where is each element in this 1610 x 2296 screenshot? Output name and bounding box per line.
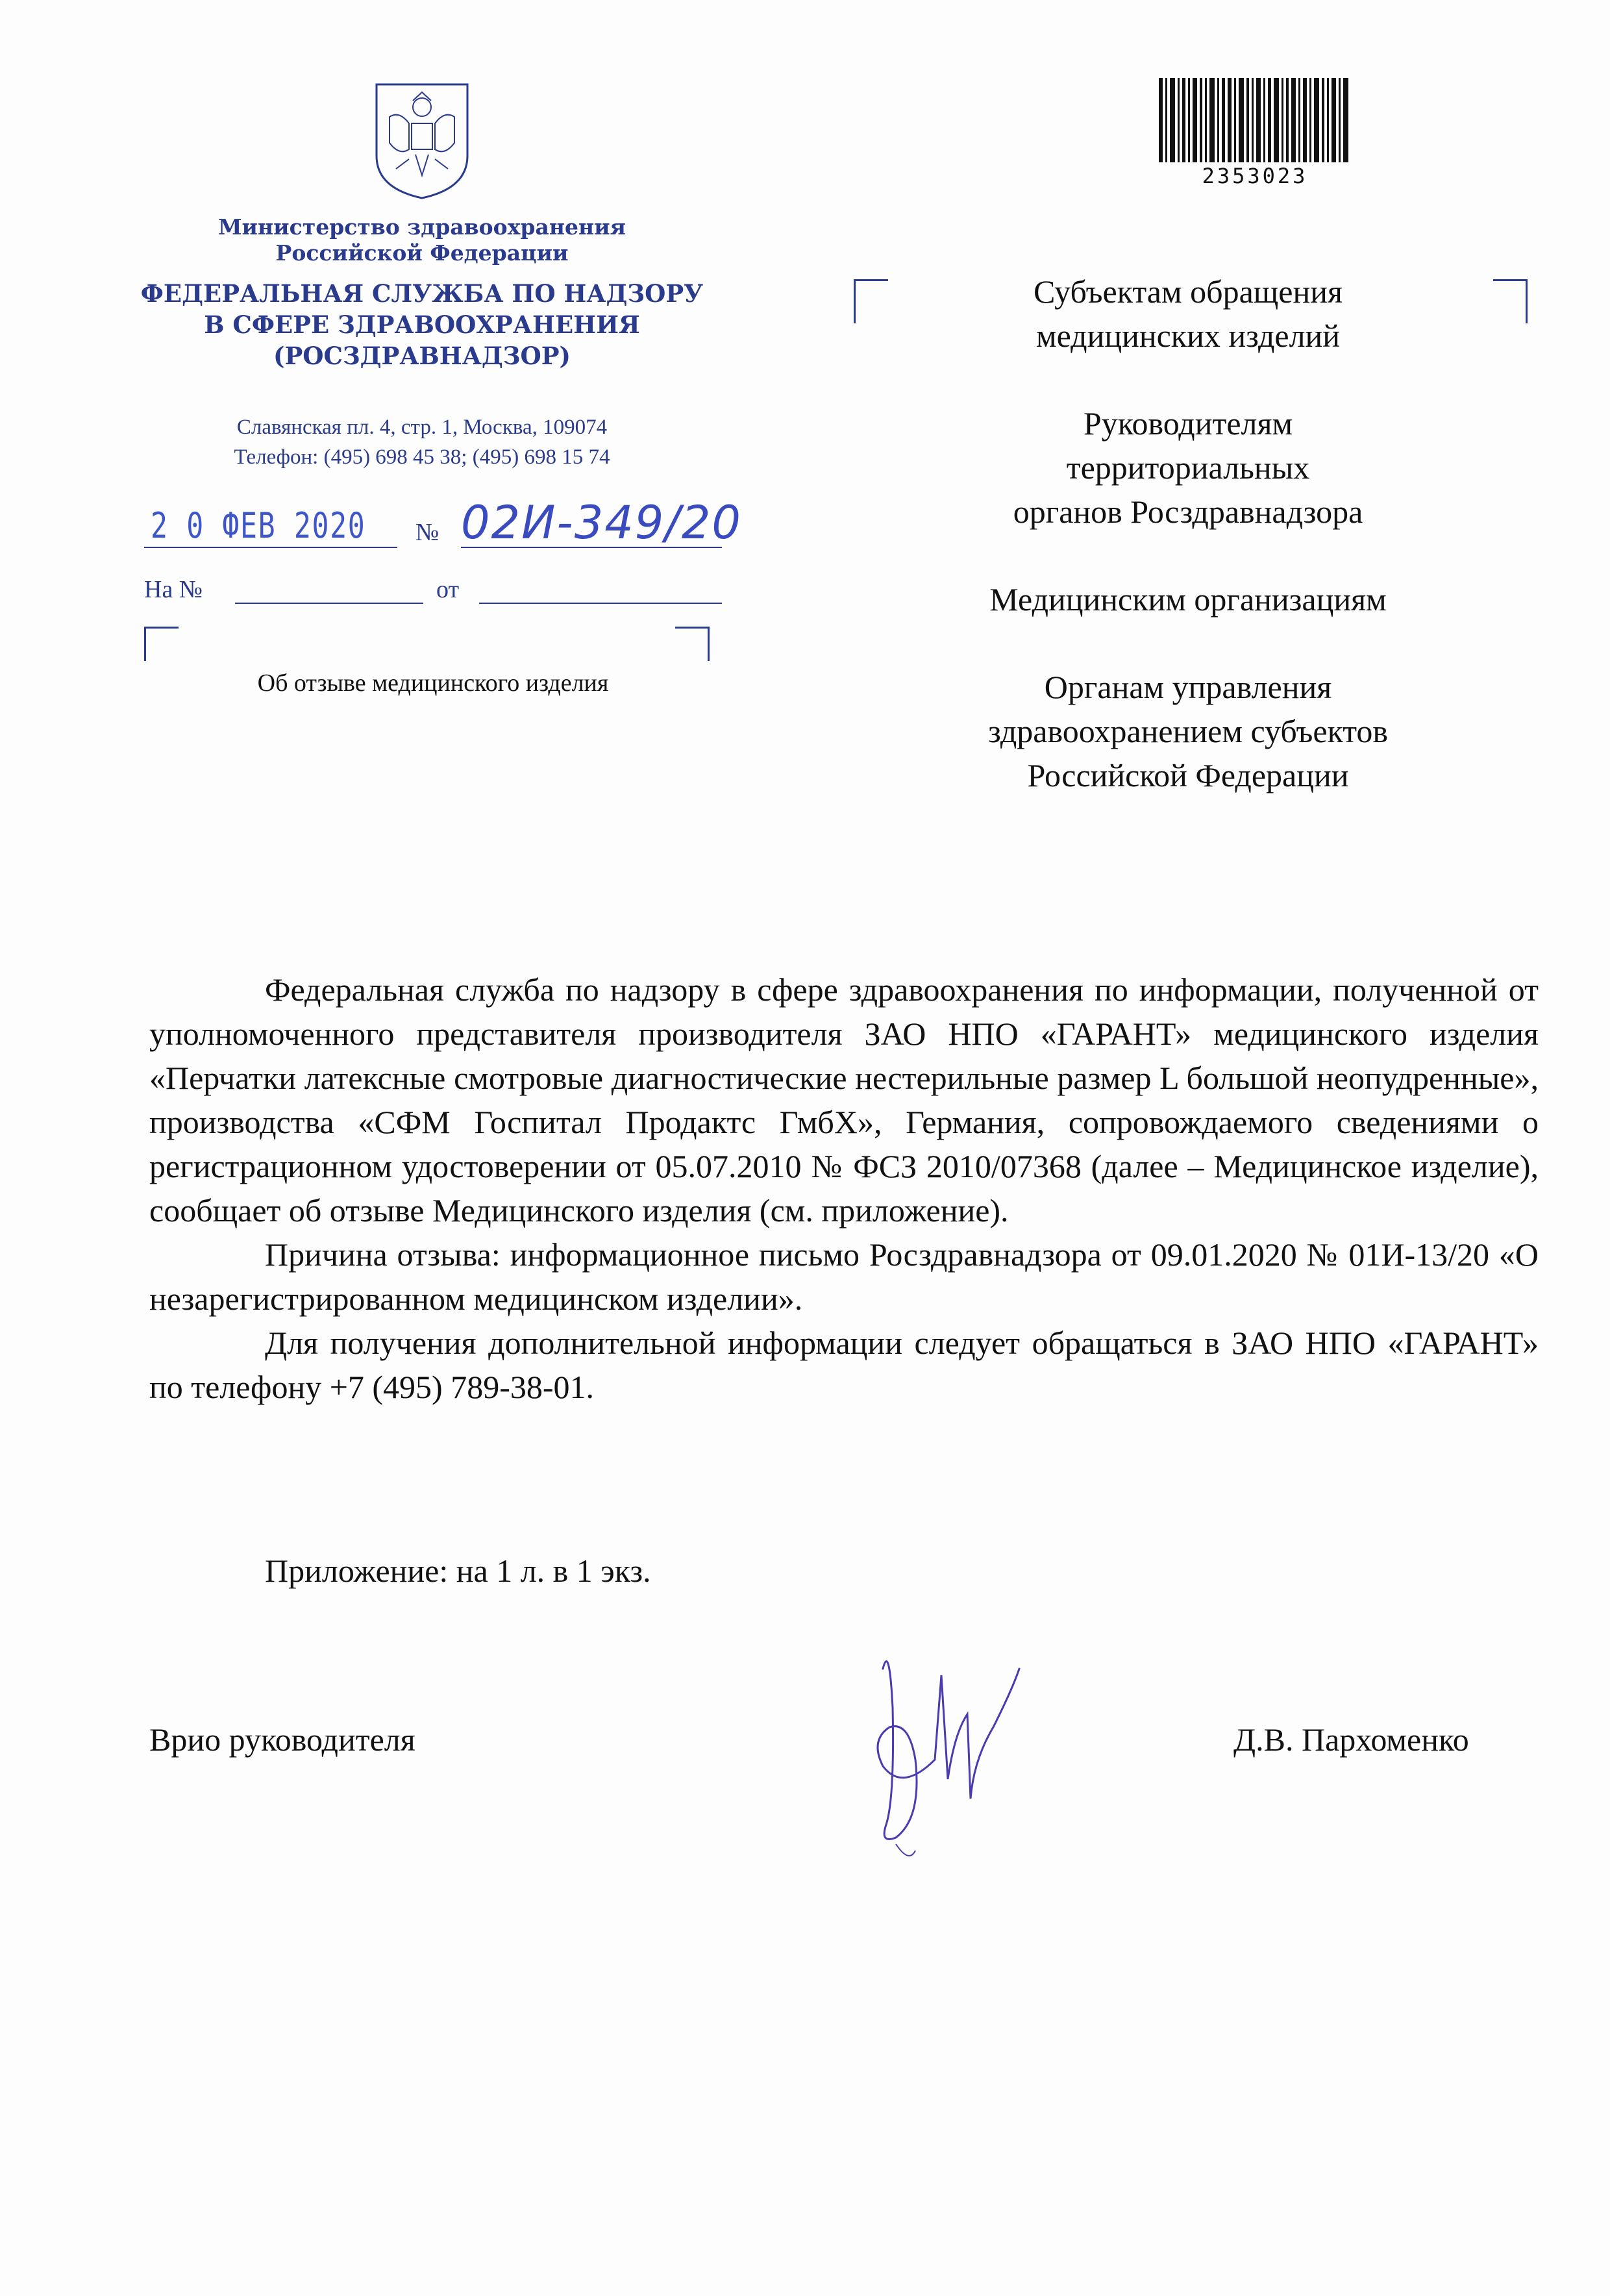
reference-row <box>144 575 728 608</box>
body-paragraph: Для получения дополнительной информации следует обращаться в ЗАО НПО «ГАРАНТ» по телефону +7 (495) 789-38-01. <box>149 1325 1539 1405</box>
signatory-role: Врио руководителя <box>149 1721 415 1758</box>
service-name <box>97 278 747 371</box>
body-paragraph: Федеральная служба по надзору в сфере здравоохранения по информации, полученной от уполномоченного представителя производителя ЗАО НПО «ГАРАНТ» медицинского изделия «Перчатки латексные смотровые диагностические нестерильные размер L большой неопудренные», производства «СФМ Госпитал Продактс ГмбХ», Германия, сопровождаемого сведениями о регистрационном удостоверении от 05.07.2010 № ФСЗ 2010/07368 (далее – Медицинское изделие), сообщает об отзыве Медицинского изделия (см. приложение). <box>149 971 1539 1229</box>
handwritten-number: 02И-349/20 <box>461 496 742 549</box>
ref-from-label: от <box>436 576 460 603</box>
barcode-number: 2353023 <box>1202 164 1308 188</box>
number-sign: № <box>415 519 440 546</box>
addressee-group <box>896 577 1480 621</box>
date-stamp: 2 0 ФЕВ 2020 <box>151 505 366 546</box>
coat-of-arms-icon <box>370 78 474 201</box>
service-name-line2: В СФЕРЕ ЗДРАВООХРАНЕНИЯ <box>204 310 640 339</box>
number-underline <box>461 547 722 548</box>
date-underline <box>144 547 397 548</box>
handwritten-signature <box>857 1630 1052 1877</box>
ministry-name-line2: Российской Федерации <box>275 240 569 266</box>
attachment-note: Приложение: на 1 л. в 1 экз. <box>265 1553 651 1589</box>
sender-header <box>97 214 747 371</box>
addressee-group <box>896 401 1480 534</box>
ref-number-line <box>235 603 423 604</box>
sender-address <box>97 412 747 472</box>
address-line: Славянская пл. 4, стр. 1, Москва, 109074 <box>236 416 608 439</box>
letter-subject: Об отзыве медицинского изделия <box>257 669 609 697</box>
addressee-line: Российской Федерации <box>1027 757 1349 793</box>
subject-corner-right <box>675 627 710 661</box>
addressee-corner-left <box>854 279 888 323</box>
addressee-group <box>896 269 1480 358</box>
ref-date-line <box>479 603 722 604</box>
addressee-block <box>896 269 1480 841</box>
letter-body <box>149 967 1539 1409</box>
subject-corner-left <box>144 627 179 661</box>
ministry-name-line1: Министерство здравоохранения <box>218 214 626 240</box>
addressee-group <box>896 665 1480 797</box>
addressee-corner-right <box>1493 279 1528 323</box>
addressee-line: территориальных <box>1066 449 1310 486</box>
body-paragraph: Причина отзыва: информационное письмо Росздравнадзора от 09.01.2020 № 01И-13/20 «О незарегистрированном медицинском изделии». <box>149 1236 1539 1317</box>
phone-line: Телефон: (495) 698 45 38; (495) 698 15 74 <box>234 445 610 469</box>
addressee-line: Субъектам обращения <box>1034 273 1343 310</box>
addressee-line: медицинских изделий <box>1035 318 1341 354</box>
addressee-line: органов Росздравнадзора <box>1013 493 1363 530</box>
signatory-name: Д.В. Пархоменко <box>1233 1721 1469 1758</box>
registration-row <box>144 496 742 552</box>
service-name-line1: ФЕДЕРАЛЬНАЯ СЛУЖБА ПО НАДЗОРУ <box>140 279 704 308</box>
addressee-line: здравоохранением субъектов <box>987 713 1389 749</box>
addressee-line: Медицинским организациям <box>989 581 1387 618</box>
addressee-line: Руководителям <box>1083 405 1293 442</box>
barcode-icon <box>1158 78 1352 162</box>
service-name-line3: (РОСЗДРАВНАДЗОР) <box>273 342 571 370</box>
ref-label: На № <box>144 576 203 603</box>
addressee-line: Органам управления <box>1044 669 1332 705</box>
